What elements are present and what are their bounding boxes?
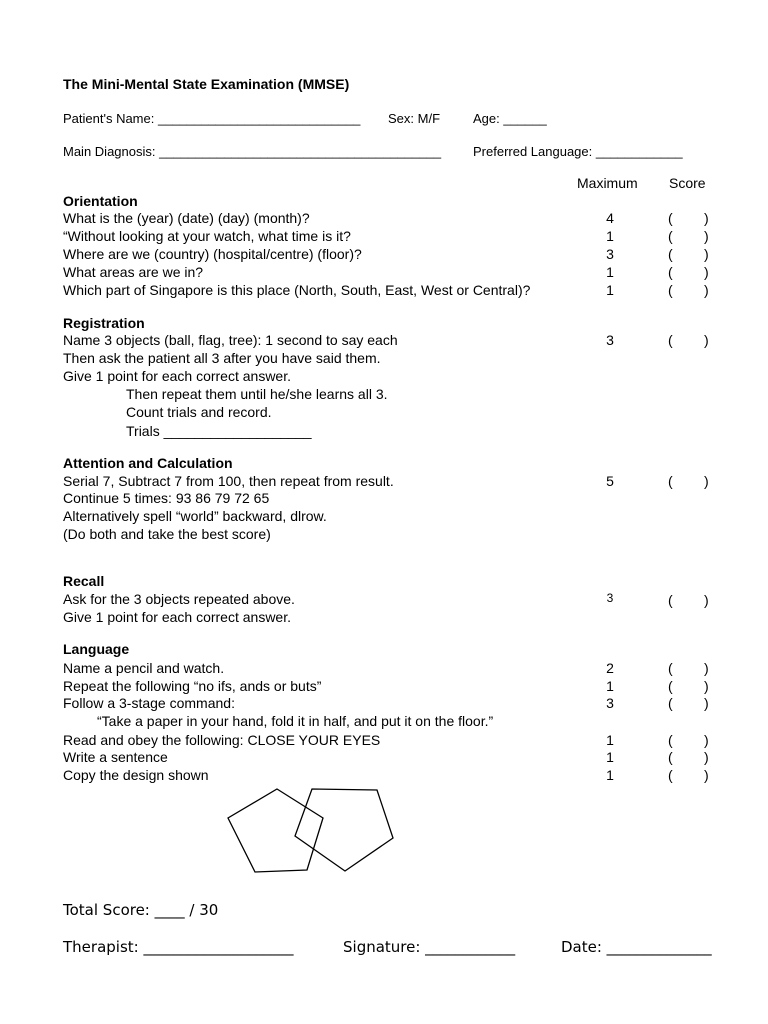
question-text: What areas are we in?	[63, 264, 204, 280]
instruction-text: Give 1 point for each correct answer.	[63, 609, 291, 625]
section-heading-attention: Attention and Calculation	[63, 455, 233, 471]
left-pentagon	[228, 789, 323, 872]
section-heading-registration: Registration	[63, 315, 145, 331]
score-close-paren: )	[704, 732, 709, 748]
date-field[interactable]: Date: ______________	[561, 938, 712, 956]
score-open-paren: (	[668, 228, 673, 244]
score-open-paren: (	[668, 282, 673, 298]
score-open-paren: (	[668, 332, 673, 348]
question-text: “Without looking at your watch, what time is it?	[63, 228, 351, 244]
right-pentagon	[295, 789, 393, 871]
score-close-paren: )	[704, 695, 709, 711]
question-text: Which part of Singapore is this place (North, South, East, West or Central)?	[63, 282, 531, 298]
question-text: Write a sentence	[63, 749, 168, 765]
instruction-text: Name 3 objects (ball, flag, tree): 1 second to say each	[63, 332, 398, 348]
score-close-paren: )	[704, 210, 709, 226]
score-open-paren: (	[668, 660, 673, 676]
instruction-text: Ask for the 3 objects repeated above.	[63, 591, 295, 607]
instruction-text: Alternatively spell “world” backward, dlrow.	[63, 508, 327, 524]
score-close-paren: )	[704, 228, 709, 244]
score-close-paren: )	[704, 660, 709, 676]
question-text: Name a pencil and watch.	[63, 660, 225, 676]
page-title: The Mini-Mental State Examination (MMSE)	[63, 76, 350, 92]
max-score: 1	[606, 767, 614, 783]
max-score: 2	[606, 660, 614, 676]
instruction-text: Count trials and record.	[126, 404, 272, 420]
section-heading-language: Language	[63, 641, 130, 657]
max-score: 1	[606, 678, 614, 694]
instruction-text: Then repeat them until he/she learns all 3.	[126, 386, 388, 402]
score-open-paren: (	[668, 767, 673, 783]
score-open-paren: (	[668, 210, 673, 226]
intersecting-pentagons-figure	[220, 780, 420, 880]
total-score-field[interactable]: Total Score: ____ / 30	[63, 901, 219, 919]
instruction-text: Give 1 point for each correct answer.	[63, 368, 291, 384]
question-text: Where are we (country) (hospital/centre) (floor)?	[63, 246, 362, 262]
column-header-score: Score	[669, 175, 706, 191]
trials-field[interactable]: Trials ___________________	[126, 423, 312, 439]
score-close-paren: )	[704, 264, 709, 280]
signature-field[interactable]: Signature: ____________	[343, 938, 516, 956]
instruction-text: Continue 5 times: 93 86 79 72 65	[63, 490, 270, 506]
max-score: 4	[606, 210, 614, 226]
instruction-text: (Do both and take the best score)	[63, 526, 271, 542]
max-score: 3	[606, 695, 614, 711]
max-score: 3	[606, 332, 614, 348]
score-close-paren: )	[704, 246, 709, 262]
instruction-text: Then ask the patient all 3 after you have said them.	[63, 350, 381, 366]
score-open-paren: (	[668, 732, 673, 748]
section-heading-recall: Recall	[63, 573, 105, 589]
question-text: Repeat the following “no ifs, ands or buts”	[63, 678, 322, 694]
question-text: Read and obey the following: CLOSE YOUR EYES	[63, 732, 381, 748]
score-close-paren: )	[704, 749, 709, 765]
score-open-paren: (	[668, 264, 673, 280]
score-open-paren: (	[668, 695, 673, 711]
score-open-paren: (	[668, 592, 673, 608]
sex-field[interactable]: Sex: M/F	[388, 111, 441, 126]
column-header-maximum: Maximum	[577, 175, 638, 191]
max-score: 3	[606, 246, 614, 262]
max-score: 3	[606, 591, 614, 605]
question-text: Follow a 3-stage command:	[63, 695, 235, 711]
score-close-paren: )	[704, 473, 709, 489]
max-score: 1	[606, 749, 614, 765]
max-score: 1	[606, 228, 614, 244]
score-open-paren: (	[668, 246, 673, 262]
max-score: 5	[606, 473, 614, 489]
max-score: 1	[606, 282, 614, 298]
max-score: 1	[606, 264, 614, 280]
max-score: 1	[606, 732, 614, 748]
score-close-paren: )	[704, 282, 709, 298]
patient-name-field[interactable]: Patient's Name: ____________________________	[63, 111, 361, 126]
preferred-language-field[interactable]: Preferred Language: ____________	[473, 144, 683, 159]
score-close-paren: )	[704, 767, 709, 783]
section-heading-orientation: Orientation	[63, 193, 138, 209]
question-text: Copy the design shown	[63, 767, 209, 783]
age-field[interactable]: Age: ______	[473, 111, 547, 126]
score-close-paren: )	[704, 592, 709, 608]
instruction-text: Serial 7, Subtract 7 from 100, then repeat from result.	[63, 473, 394, 489]
therapist-field[interactable]: Therapist: ____________________	[63, 938, 294, 956]
score-open-paren: (	[668, 678, 673, 694]
command-quote: “Take a paper in your hand, fold it in half, and put it on the floor.”	[97, 713, 494, 729]
score-open-paren: (	[668, 749, 673, 765]
score-close-paren: )	[704, 332, 709, 348]
question-text: What is the (year) (date) (day) (month)?	[63, 210, 310, 226]
main-diagnosis-field[interactable]: Main Diagnosis: _______________________________________	[63, 144, 442, 159]
score-close-paren: )	[704, 678, 709, 694]
score-open-paren: (	[668, 473, 673, 489]
